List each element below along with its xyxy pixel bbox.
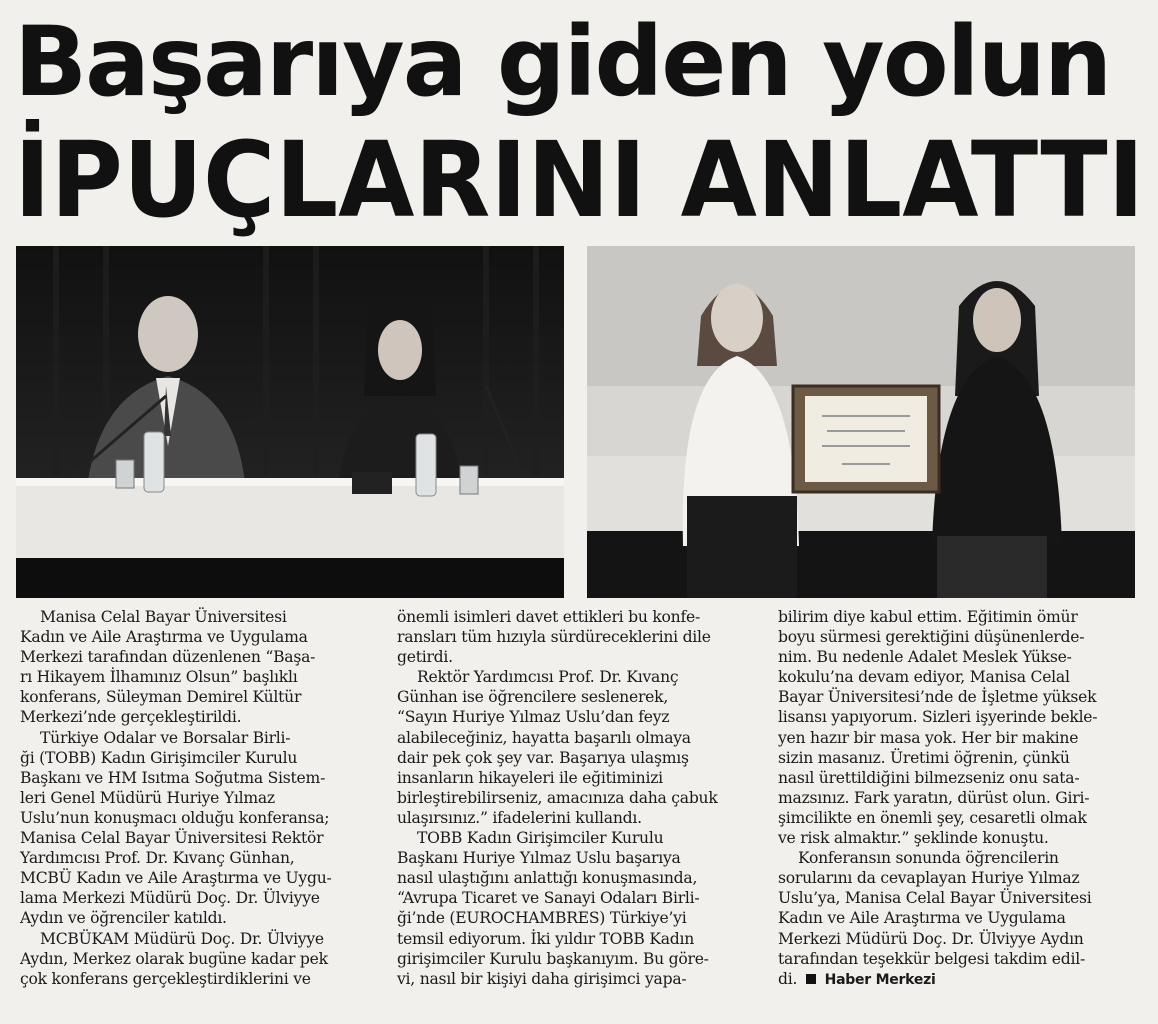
article-line: Kadın ve Aile Araştırma ve Uygulama bbox=[20, 628, 308, 647]
article-line: ulaşırsınız.” ifadelerini kullandı. bbox=[397, 808, 642, 827]
article-line: dair pek çok şey var. Başarıya ulaşmış bbox=[397, 748, 689, 767]
article-line: Merkezi’nde gerçekleştirildi. bbox=[20, 708, 242, 727]
article-line: bilirim diye kabul ettim. Eğitimin ömür bbox=[778, 608, 1078, 626]
certificate-award-photo bbox=[587, 246, 1135, 598]
article-line: Merkezi Müdürü Doç. Dr. Ülviyye Aydın bbox=[778, 929, 1084, 948]
article-line: nasıl ürettildiğini bilmezseniz onu sata- bbox=[778, 768, 1080, 787]
article-line: yen hazır bir masa yok. Her bir makine bbox=[778, 728, 1079, 747]
article-last-line bbox=[778, 969, 1126, 989]
conference-panel-photo bbox=[16, 246, 564, 598]
article-column-1 bbox=[20, 607, 368, 989]
article-line: ransları tüm hızıyla sürdüreceklerini dile bbox=[397, 628, 711, 647]
article-line: Günhan ise öğrencilere seslenerek, bbox=[397, 688, 669, 707]
article-line: TOBB Kadın Girişimciler Kurulu bbox=[417, 829, 664, 848]
byline: Haber Merkezi bbox=[824, 971, 936, 988]
article-line: Manisa Celal Bayar Üniversitesi Rektör bbox=[20, 829, 324, 848]
article-line: vi, nasıl bir kişiyi daha girişimci yapa- bbox=[397, 969, 687, 988]
headline-line-2: İPUÇLARINI ANLATTI bbox=[14, 119, 1145, 241]
article-line: ği’nde (EUROCHAMBRES) Türkiye’yi bbox=[397, 909, 687, 928]
article-line: alabileceğiniz, hayatta başarılı olmaya bbox=[397, 728, 691, 747]
article-line: Rektör Yardımcısı Prof. Dr. Kıvanç bbox=[417, 668, 679, 687]
article-line: nim. Bu nedenle Adalet Meslek Yükse- bbox=[778, 648, 1072, 667]
article-line: Manisa Celal Bayar Üniversitesi bbox=[40, 608, 287, 626]
article-line: Uslu’nun konuşmacı olduğu konferansa; bbox=[20, 808, 330, 827]
article-column-3 bbox=[778, 607, 1126, 989]
article-line: kokulu’na devam ediyor, Manisa Celal bbox=[778, 668, 1070, 687]
article-line: Yardımcısı Prof. Dr. Kıvanç Günhan, bbox=[20, 849, 295, 868]
article-last-fragment: di. bbox=[778, 969, 798, 988]
article-line: nasıl ulaştığını anlattığı konuşmasında, bbox=[397, 869, 698, 888]
article-line: MCBÜ Kadın ve Aile Araştırma ve Uygu- bbox=[20, 869, 332, 888]
article-line: Bayar Üniversitesi’nde de İşletme yüksek bbox=[778, 688, 1097, 707]
article-line: Aydın, Merkez olarak bugüne kadar pek bbox=[20, 949, 328, 968]
article-line: tarafından teşekkür belgesi takdim edil- bbox=[778, 949, 1086, 968]
article-line: Başkanı ve HM Isıtma Soğutma Sistem- bbox=[20, 768, 326, 787]
article-line: Başkanı Huriye Yılmaz Uslu başarıya bbox=[397, 849, 681, 868]
article-line: birleştirebilirseniz, amacınıza daha çabuk bbox=[397, 788, 718, 807]
article-line: Konferansın sonunda öğrencilerin bbox=[798, 849, 1059, 868]
article-line: “Sayın Huriye Yılmaz Uslu’dan feyz bbox=[397, 708, 670, 727]
article-line: getirdi. bbox=[397, 648, 453, 667]
article-line: boyu sürmesi gerektiğini düşünenlerde- bbox=[778, 628, 1085, 647]
article-line: insanların hikayeleri ile eğitiminizi bbox=[397, 768, 663, 787]
article-line: temsil ediyorum. İki yıldır TOBB Kadın bbox=[397, 929, 695, 948]
article-line: çok konferans gerçekleştirdiklerini ve bbox=[20, 969, 311, 988]
byline-square-icon bbox=[806, 974, 816, 984]
article-line: rı Hikayem İlhamınız Olsun” başlıklı bbox=[20, 668, 298, 687]
article-line: “Avrupa Ticaret ve Sanayi Odaları Birli- bbox=[397, 889, 700, 908]
article-line: sizin masanız. Üretimi öğrenin, çünkü bbox=[778, 748, 1070, 767]
article-line: girişimciler Kurulu başkanıyım. Bu göre- bbox=[397, 949, 709, 968]
article-line: MCBÜKAM Müdürü Doç. Dr. Ülviyye bbox=[40, 929, 324, 948]
article-line: mazsınız. Fark yaratın, dürüst olun. Giri- bbox=[778, 788, 1090, 807]
headline-line-1: Başarıya giden yolun bbox=[14, 6, 1111, 118]
article-line: Kadın ve Aile Araştırma ve Uygulama bbox=[778, 909, 1066, 928]
article-line: Aydın ve öğrenciler katıldı. bbox=[20, 909, 227, 928]
article-line: şimcilikte en önemli şey, cesaretli olmak bbox=[778, 808, 1087, 827]
article-line: Merkezi tarafından düzenlenen “Başa- bbox=[20, 648, 316, 667]
article-line: önemli isimleri davet ettikleri bu konfe- bbox=[397, 608, 700, 626]
article-line: leri Genel Müdürü Huriye Yılmaz bbox=[20, 788, 275, 807]
article-column-2 bbox=[397, 607, 745, 989]
article-line: ği (TOBB) Kadın Girişimciler Kurulu bbox=[20, 748, 298, 767]
article-line: konferans, Süleyman Demirel Kültür bbox=[20, 688, 302, 707]
article-line: lisansı yapıyorum. Sizleri işyerinde bekle- bbox=[778, 708, 1098, 727]
article-line: Uslu’ya, Manisa Celal Bayar Üniversitesi bbox=[778, 889, 1092, 908]
article-line: sorularını da cevaplayan Huriye Yılmaz bbox=[778, 869, 1080, 888]
article-line: Türkiye Odalar ve Borsalar Birli- bbox=[40, 728, 291, 747]
article-line: lama Merkezi Müdürü Doç. Dr. Ülviyye bbox=[20, 889, 320, 908]
article-line: ve risk almaktır.” şeklinde konuştu. bbox=[778, 829, 1049, 848]
